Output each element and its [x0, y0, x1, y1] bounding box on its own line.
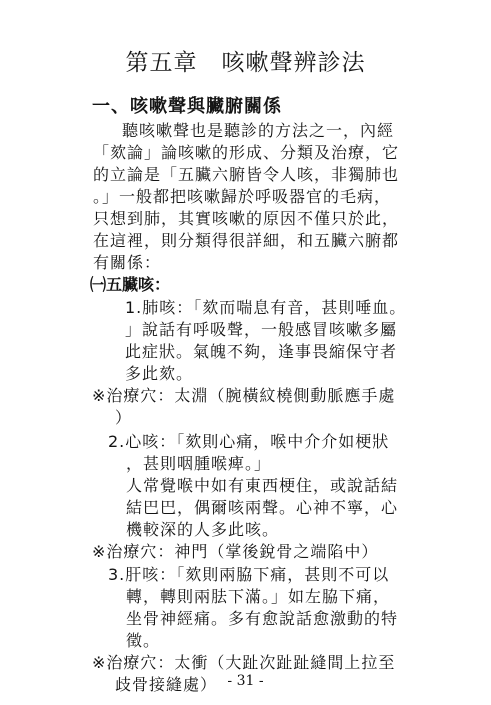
section-heading: 一、咳嗽聲與臟腑關係	[92, 96, 282, 117]
item-line: 1.肺咳：「欬而喘息有音，甚則唾血。	[125, 298, 407, 317]
item-line: 徵。	[126, 631, 161, 650]
item-line: 結巴巴，偶爾咳兩聲。心神不寧，心	[126, 498, 399, 517]
sub-heading: ㈠五臟咳：	[90, 275, 171, 294]
item-line: 」說話有呼吸聲，一般感冒咳嗽多屬	[125, 320, 398, 339]
item-line: 此症狀。氣魄不夠，逢事畏縮保守者	[125, 342, 398, 361]
paragraph-line: 聽咳嗽聲也是聽診的方法之一，內經	[122, 121, 395, 140]
paragraph-line: 的立論是「五臟六腑皆令人咳，非獨肺也	[93, 165, 400, 184]
paragraph-line: 只想到肺，其實咳嗽的原因不僅只於此，	[93, 209, 400, 228]
item-line: 多此欬。	[125, 364, 194, 383]
page-number: - 31 -	[227, 673, 264, 689]
item-line: 機較深的人多此咳。	[126, 520, 280, 539]
item-line: 人常覺喉中如有東西梗住，或說話結	[126, 476, 399, 495]
item-line: 轉，轉則兩胠下滿。」如左脇下痛，	[126, 587, 391, 606]
acupoint-line: ※治療穴：太衝（大趾次趾趾縫間上拉至	[92, 653, 396, 672]
paragraph-line: 。」一般都把咳嗽歸於呼吸器官的毛病，	[93, 187, 392, 206]
acupoint-line: ※治療穴：神門（掌後銳骨之端陷中）	[92, 542, 379, 561]
paragraph-line: 在這裡，則分類得很詳細，和五臟六腑都	[93, 231, 400, 250]
paragraph-line: 「欬論」論咳嗽的形成、分類及治療，它	[93, 143, 400, 162]
acupoint-line: ）	[115, 408, 133, 427]
chapter-title: 第五章 咳嗽聲辨診法	[125, 50, 366, 76]
acupoint-line: ※治療穴：太淵（腕橫紋橈側動脈應手處	[92, 386, 396, 405]
acupoint-line: 歧骨接縫處）	[115, 675, 218, 694]
item-line: ，甚則咽腫喉痺。」	[126, 454, 272, 473]
item-line: 坐骨神經痛。多有愈說話愈激動的特	[126, 609, 399, 628]
item-line: 3.肝咳：「欬則兩脇下痛，甚則不可以	[108, 565, 390, 584]
paragraph-line: 有關係：	[93, 253, 162, 272]
item-line: 2.心咳：「欬則心痛，喉中介介如梗狀	[108, 432, 390, 451]
